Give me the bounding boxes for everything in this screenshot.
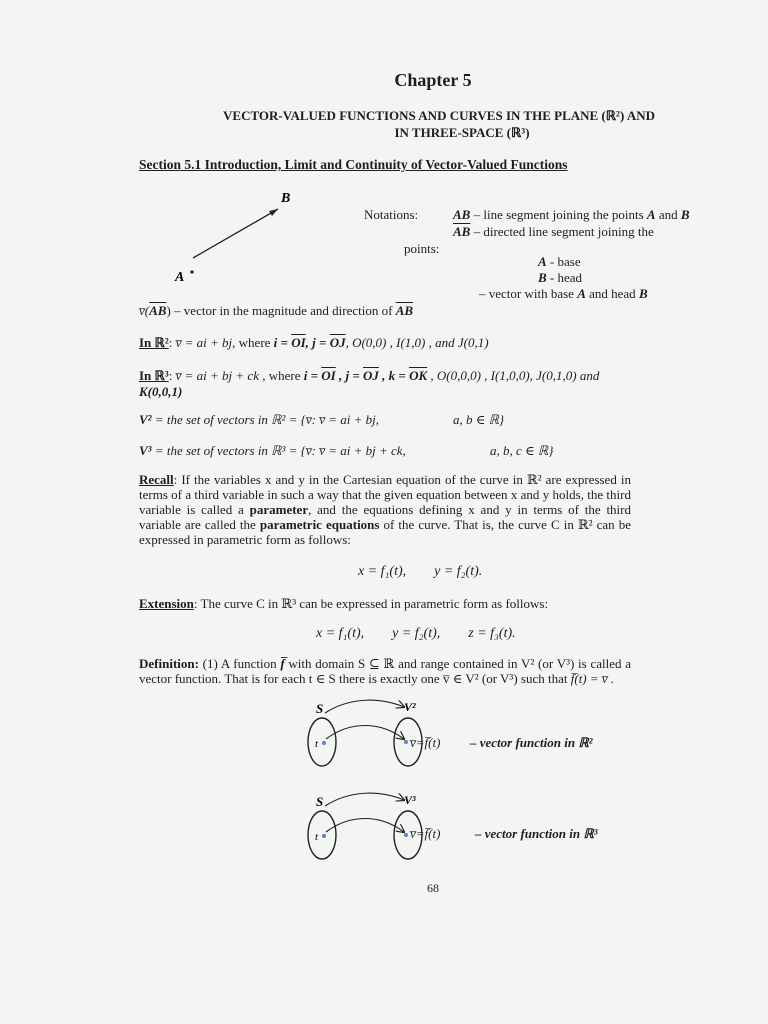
notation-vector: – vector with base A and head B xyxy=(479,286,648,301)
point-b-label: B xyxy=(281,191,291,206)
vector-ab-figure xyxy=(160,185,310,295)
t-point-dot xyxy=(322,741,326,745)
v2-set-definition: V² = the set of vectors in ℝ² = {v̅: v̅ = ai + bj, xyxy=(139,412,379,427)
t-point-dot-2 xyxy=(322,834,326,838)
domain-ellipse-2 xyxy=(308,811,336,859)
parametric-equations-r2: x = f₁(t), y = f₂(t). xyxy=(358,564,483,579)
mapping-label-r3: v̅=f̅(t) xyxy=(410,826,441,841)
definition-paragraph: Definition: (1) A function f̅ with domain S ⊆ ℝ and range contained in V² (or V³) is called a vector function. That is for each t ∈ S there is exactly one v̅ ∈ V² (or V³) such that f̅(t) = v̅ . xyxy=(139,656,631,686)
mapping-diagram-r3 xyxy=(300,790,500,870)
ab-directed-symbol: $\overline{AB}$ xyxy=(453,224,471,239)
r2-basis-line: In ℝ²: v̅ = ai + bj, where $i = \overline{OI}$, $j = \overline{OJ}$, O(0,0) , I(1,0) , and J(0,1) xyxy=(139,335,489,350)
r3-basis-line-2: K(0,0,1) xyxy=(139,384,183,399)
point-mapping-arrow-2 xyxy=(326,819,404,833)
v3-set-definition: V³ = the set of vectors in ℝ³ = {v̅: v̅ = ai + bj + ck, xyxy=(139,443,406,458)
section-heading: Section 5.1 Introduction, Limit and Continuity of Vector-Valued Functions xyxy=(139,157,568,172)
chapter-title: Chapter 5 xyxy=(394,70,472,90)
parametric-equations-r3: x = f₁(t), y = f₂(t), z = f₃(t). xyxy=(316,626,516,641)
notations-label: Notations: xyxy=(364,207,419,222)
t-label-2: t xyxy=(315,831,319,843)
title-line-1: VECTOR-VALUED FUNCTIONS AND CURVES IN THE PLANE (ℝ²) AND xyxy=(223,108,655,123)
top-mapping-arrow xyxy=(325,700,404,713)
point-a-label: A xyxy=(175,270,185,285)
r3-basis-line: In ℝ³: v̅ = ai + bj + ck , where $i = \overline{OI}$ , $j = \overline{OJ}$ , $k = \overline{OK}$ , O(0,0,0) , I(1,0,0), J(0,1,0) and xyxy=(139,368,600,383)
point-a-dot xyxy=(190,270,193,273)
codomain-v3-label: V³ xyxy=(404,793,416,807)
page-number: 68 xyxy=(427,881,439,895)
notation-head: B - head xyxy=(538,270,583,285)
ab-segment-symbol: AB xyxy=(453,207,471,222)
v-point-dot xyxy=(404,740,408,744)
mapping-label-r2: v̅=f̅(t) xyxy=(410,735,441,750)
caption-vector-function-r2: – vector function in ℝ² xyxy=(470,735,593,750)
domain-ellipse xyxy=(308,718,336,766)
top-mapping-arrow-2 xyxy=(325,793,404,806)
notation-segment: AB – line segment joining the points A and B xyxy=(453,207,690,222)
extension-line: Extension: The curve C in ℝ³ can be expressed in parametric form as follows: xyxy=(139,596,549,611)
v3-condition: a, b, c ∈ ℝ} xyxy=(490,443,554,458)
codomain-v2-label: V² xyxy=(404,700,416,714)
recall-paragraph: Recall: If the variables x and y in the Cartesian equation of the curve in ℝ² are expressed in terms of a third variable in such a way that the given equation between x and y holds, the third variable is called a parameter, and the equations defining x and y in terms of the third variable are called the parametric equations of the curve. That is, the curve C in ℝ² can be expressed in parametric form as follows: xyxy=(139,472,632,547)
caption-vector-function-r3: – vector function in ℝ³ xyxy=(475,826,598,841)
domain-s-label-2: S xyxy=(316,794,324,809)
notation-directed: $\overline{AB}$ – directed line segment joining the xyxy=(453,224,654,239)
notation-base: A - base xyxy=(538,254,581,269)
t-label: t xyxy=(315,738,319,750)
title-line-2: IN THREE-SPACE (ℝ³) xyxy=(394,125,530,140)
domain-s-label: S xyxy=(316,701,324,716)
notation-points-word: points: xyxy=(404,241,440,256)
vector-ab-definition: $v̅(\overline{AB})$ – vector in the magnitude and direction of $\overline{AB}$ xyxy=(139,303,414,318)
v2-condition: a, b ∈ ℝ} xyxy=(453,412,505,427)
v-point-dot-2 xyxy=(404,833,408,837)
point-mapping-arrow xyxy=(326,726,404,740)
